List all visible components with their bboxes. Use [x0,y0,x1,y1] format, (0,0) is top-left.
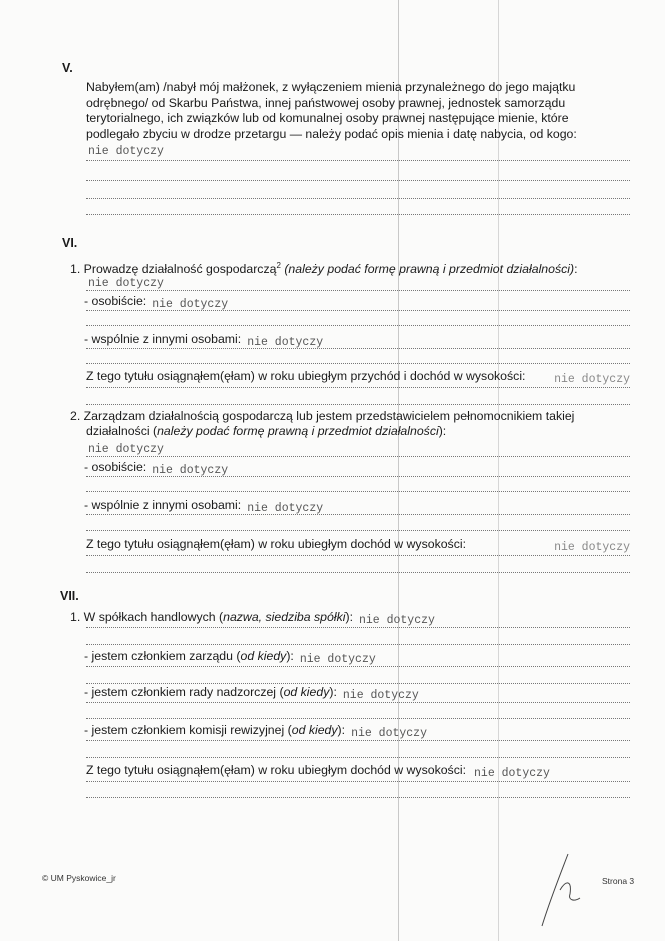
vi-item2-jointly-row [84,498,323,513]
vii-item1-hint: nazwa, siedziba spółki [223,610,346,624]
section-vii-heading: VII. [60,589,79,603]
section-v-heading: V. [62,61,73,75]
dotted-line [86,348,630,349]
dotted-line [86,325,630,326]
dotted-line [86,180,630,181]
vi-item1-label: 1. Prowadzę działalność gospodarczą [70,262,277,277]
footer-page-number: Strona 3 [602,876,635,886]
dotted-line [86,363,630,364]
vi-item1-jointly-value[interactable]: nie dotyczy [247,336,324,349]
section-v-text: podlegało zbyciu w drodze przetargu — należy podać opis mienia i datę nabycia, od kogo: [86,127,577,141]
vi-item1-personally-value[interactable]: nie dotyczy [152,298,229,311]
vii-board-label [84,649,294,663]
dotted-line [86,214,630,215]
vii-income-label: Z tego tytułu osiągnąłem(ęłam) w roku ubiegłym dochód w wysokości: [86,763,467,777]
dotted-line [86,476,630,477]
vii-board-value[interactable]: nie dotyczy [299,653,376,666]
vii-income-value[interactable]: nie dotyczy [474,767,550,780]
vii-supervisory-text: - jestem członkiem rady nadzorczej ( [84,685,284,699]
vii-audit-label [84,723,345,737]
vi-item2-value[interactable]: nie dotyczy [88,443,164,456]
vii-supervisory-hint: od kiedy [283,685,330,699]
dotted-line [86,530,630,531]
footnote-ref: 2 [276,261,281,270]
dotted-line [86,404,630,405]
scan-artifact-line [398,0,399,941]
section-v-value[interactable]: nie dotyczy [88,145,164,158]
vi-item2-text-2 [86,424,446,438]
vi-item1-value[interactable]: nie dotyczy [88,277,164,290]
vii-audit-row [84,723,427,738]
vii-supervisory-value[interactable]: nie dotyczy [342,689,419,702]
section-v-text: Nabyłem(am) /nabył mój małżonek, z wyłączeniem mienia przynależnego do jego majątku [86,80,576,94]
vii-audit-value[interactable]: nie dotyczy [351,727,427,740]
vi-item1-text [70,259,578,276]
vi-item1-income-value[interactable]: nie dotyczy [554,373,630,386]
vi-item2-personally-value[interactable]: nie dotyczy [152,464,229,477]
section-v-text: terytorialnego, ich związków lub od komunalnej osoby prawnej następujące mienie, które [86,111,569,125]
dotted-line [86,160,630,161]
vi-item2-income-value[interactable]: nie dotyczy [554,541,630,554]
dotted-line [86,666,630,667]
vi-item2-jointly-label: - wspólnie z innymi osobami: [84,498,242,512]
colon: : [574,262,578,277]
colon: ): [345,610,353,624]
vi-item2-jointly-value[interactable]: nie dotyczy [247,502,324,515]
dotted-line [86,572,630,573]
signature-mark [530,850,590,930]
vii-item1-value[interactable]: nie dotyczy [358,614,435,627]
vii-income-row [86,763,550,778]
vii-item1-label: 1. W spółkach handlowych ( [70,610,224,624]
vi-item2-income-row [86,537,630,552]
vii-board-text: - jestem członkiem zarządu ( [84,649,241,663]
dotted-line [86,198,630,199]
dotted-line [86,290,630,291]
dotted-line [86,310,630,311]
vi-item2-hint: należy podać formę prawną i przedmiot działalności [157,424,439,438]
dotted-line [86,555,630,556]
vi-item2-income-label: Z tego tytułu osiągnąłem(ęłam) w roku ubiegłym dochód w wysokości: [86,537,467,551]
vii-board-hint: od kiedy [240,649,287,663]
vi-item1-jointly-label: - wspólnie z innymi osobami: [84,332,242,346]
vi-item2-personally-label: - osobiście: [84,460,147,474]
dotted-line [86,456,630,457]
colon: ): [337,723,346,737]
dotted-line [86,757,630,758]
vii-supervisory-row [84,685,419,700]
vii-supervisory-label [84,685,337,699]
vii-item1-row [70,610,435,625]
dotted-line [86,627,630,628]
dotted-line [86,718,630,719]
colon: ): [286,649,294,663]
section-vi-heading: VI. [62,236,78,250]
vi-item1-jointly-row [84,332,323,347]
dotted-line [86,740,630,741]
dotted-line [86,644,630,645]
footer-copyright: © UM Pyskowice_jr [42,873,116,883]
scan-artifact-line [498,0,499,941]
dotted-line [86,514,630,515]
vi-item2-personally-row [84,460,228,475]
dotted-line [86,387,630,388]
colon: ): [438,424,447,438]
vi-item1-personally-label: - osobiście: [84,294,147,308]
vi-item1-personally-row [84,294,228,309]
vi-item2-label: działalności ( [86,424,158,438]
dotted-line [86,797,630,798]
vi-item1-income-label: Z tego tytułu osiągnąłem(ęłam) w roku ubiegłym przychód i dochód w wysokości: [86,369,526,383]
dotted-line [86,683,630,684]
vi-item1-income-row [86,369,630,384]
vi-item2-text: 2. Zarządzam działalnością gospodarczą lub jestem przedstawicielem pełnomocnikiem takiej [70,409,575,423]
vii-audit-text: - jestem członkiem komisji rewizyjnej ( [84,723,292,737]
colon: ): [329,685,337,699]
section-v-text: odrębnego/ od Skarbu Państwa, innej państwowej osoby prawnej, jednostek samorządu [86,96,566,110]
vi-item1-hint: (należy podać formę prawną i przedmiot działalności) [284,262,575,277]
vii-item1-text [70,610,353,624]
dotted-line [86,702,630,703]
dotted-line [86,781,630,782]
dotted-line [86,491,630,492]
vii-board-row [84,649,376,664]
vii-audit-hint: od kiedy [291,723,338,737]
